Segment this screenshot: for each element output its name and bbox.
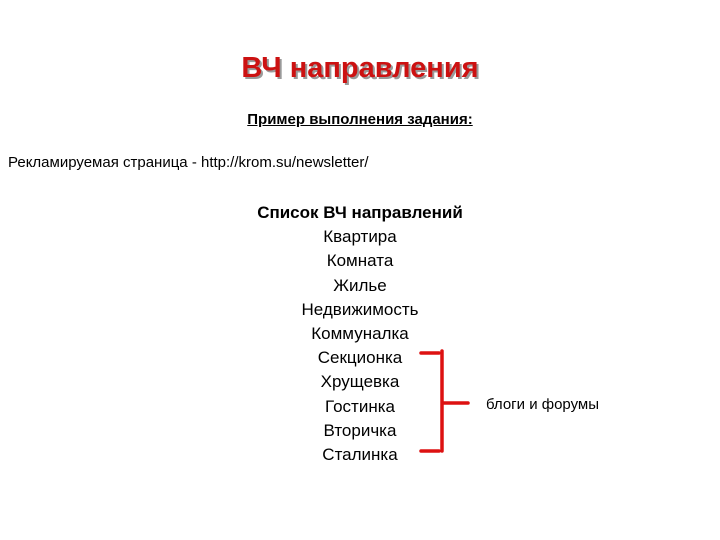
grouping-bracket <box>412 345 472 457</box>
list-heading: Список ВЧ направлений <box>257 203 463 222</box>
list-item: Хрущевка <box>320 372 400 392</box>
list-item: Недвижимость <box>301 299 419 319</box>
list-item: Гостинка <box>325 396 395 416</box>
list-item: Сталинка <box>322 445 398 465</box>
list-item: Жилье <box>333 275 387 295</box>
bracket-note: блоги и форумы <box>486 396 600 413</box>
example-subtitle: Пример выполнения задания: <box>247 111 473 128</box>
list-item: Квартира <box>323 227 397 247</box>
list-item: Комната <box>326 251 394 271</box>
promoted-page-line: Рекламируемая страница - http://krom.su/newsletter/ <box>8 154 369 171</box>
slide-title: ВЧ направления <box>241 52 479 84</box>
keyword-list <box>0 201 720 467</box>
list-item: Вторичка <box>323 420 397 440</box>
list-item: Секционка <box>317 348 403 368</box>
list-item: Коммуналка <box>311 324 409 344</box>
